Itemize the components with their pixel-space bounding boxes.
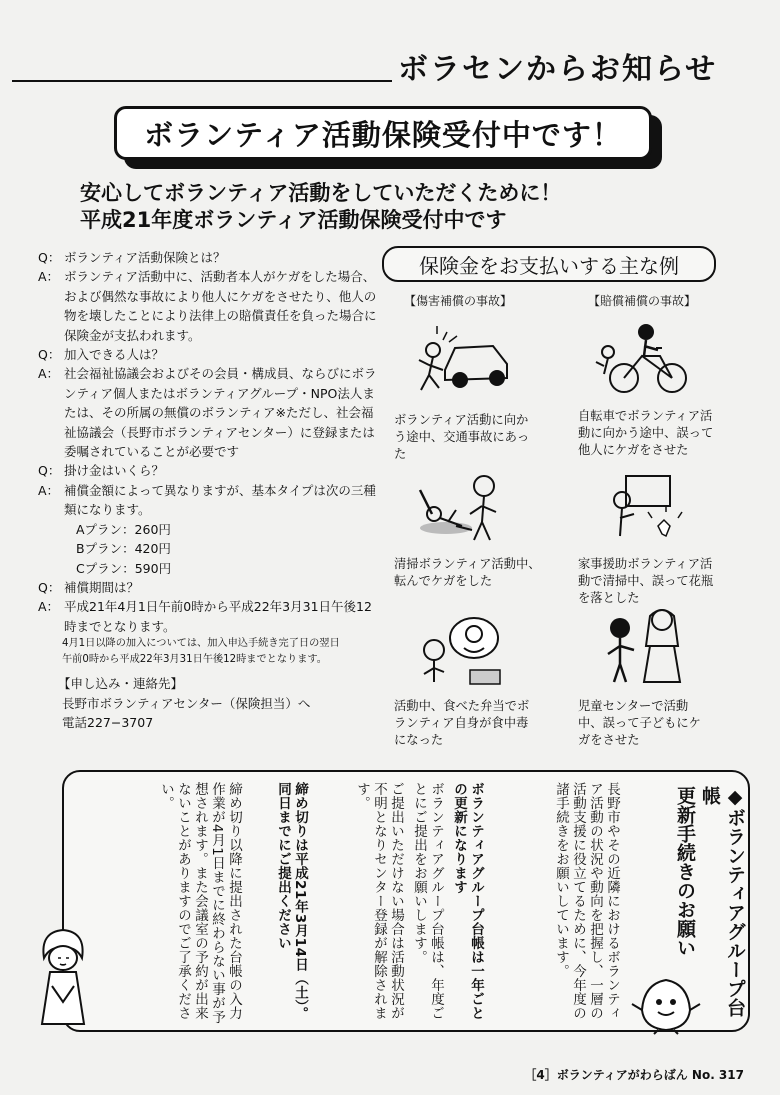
notice-paragraph: ご提出いただけない場合は活動状況が不明となりセンター登録が解除されます。	[354, 782, 404, 1020]
qa-question: Q： 掛け金はいくら？	[38, 463, 165, 479]
car-accident-illustration	[415, 320, 515, 400]
qa-answer: A： ボランティア活動中に、活動者本人がケガをした場合、および偶然な事故により他人にケガをさせたり、他人の物を壊したことにより法律上の賠償責任を負った場合に保険金が支払われます。	[38, 269, 377, 343]
qa-answer: A： 社会福祉協議会およびその会員・構成員、ならびにボランティア個人またはボランティアグループ・NPO法人または、その所属の無償のボランティア※ただし、社会福祉協議会（長野市ボランティアセンター）に登録または委嘱されていることが必要です	[38, 366, 377, 460]
banner-title: ボランティア活動保険受付中です！	[114, 106, 652, 160]
notice-emphasis: ボランティアグループ台帳は一年ごとの更新になります	[451, 782, 484, 1020]
lead-text	[80, 180, 561, 234]
example-caption: 清掃ボランティア活動中、転んでケガをした	[394, 557, 541, 589]
cleaning-fall-illustration	[412, 470, 512, 550]
qa-question: Q： 加入できる人は？	[38, 347, 165, 363]
category-injury: 【傷害補償の事故】	[404, 294, 513, 308]
examples-title: 保険金をお支払いする主な例	[382, 246, 716, 282]
notice-title-line-1: ◆ボランティアグループ台帳	[699, 786, 746, 1017]
child-injury-illustration	[598, 606, 698, 686]
bowing-woman-illustration	[28, 924, 98, 1034]
header-rule	[12, 80, 392, 82]
example-caption: 自転車でボランティア活動に向かう途中、誤って他人にケガをさせた	[578, 409, 714, 458]
example-caption: 児童センターで活動中、誤って子どもにケガをさせた	[578, 699, 701, 748]
lead-line-2: 平成21年度ボランティア活動保険受付中です	[80, 208, 507, 232]
notice-title-line-2: 更新手続きのお願い	[674, 786, 696, 957]
mascot-illustration	[628, 976, 704, 1036]
note-line-1: 4月1日以降の加入については、加入申込手続き完了日の翌日	[62, 638, 340, 650]
plan-b: Bプラン：420円	[76, 541, 171, 557]
notice-paragraph: 締め切り以降に提出された台帳の入力作業が4月1日までに終わらない事が予想されます。また会議室の予約が出来ないことがありますのでご了承ください。	[158, 782, 242, 1025]
contact-heading: 【申し込み・連絡先】	[58, 676, 184, 692]
notice-paragraph: ボランティアグループ台帳は、年度ごとにご提出をお願いします。	[411, 782, 444, 1020]
contact-phone: 電話227−3707	[62, 714, 154, 730]
note-line-2: 午前0時から平成22年3月31日午後12時までとなります。	[62, 654, 327, 666]
notice-deadline: 締め切りは平成21年3月14日（土）。同日までにご提出ください	[275, 782, 308, 1021]
section-title: ボラセンからお知らせ	[398, 52, 718, 87]
plan-c: Cプラン：590円	[76, 560, 172, 576]
example-caption: ボランティア活動に向かう途中、交通事故にあった	[394, 413, 530, 462]
vase-drop-illustration	[596, 470, 696, 550]
qa-question: Q： ボランティア活動保険とは？	[38, 250, 226, 265]
lead-line-1: 安心してボランティア活動をしていただくために！	[80, 181, 562, 205]
bicycle-accident-illustration	[594, 318, 694, 398]
example-caption: 家事援助ボランティア活動で清掃中、誤って花瓶を落とした	[578, 557, 714, 606]
contact-name: 長野市ボランティアセンター（保険担当）へ	[62, 695, 311, 711]
example-caption: 活動中、食べた弁当でボランティア自身が食中毒になった	[394, 699, 530, 748]
food-poisoning-illustration	[412, 612, 512, 692]
page-footer: ［4］ボランティアがわらばん No. 317	[524, 1068, 744, 1082]
qa-answer: A： 補償金額によって異なりますが、基本タイプは次の三種類になります。	[38, 482, 376, 518]
category-liability: 【賠償補償の事故】	[588, 294, 697, 308]
qa-answer: A： 平成21年4月1日午前0時から平成22年3月31日午後12時までとなります。	[38, 599, 372, 634]
plan-a: Aプラン：260円	[76, 521, 171, 537]
qa-section	[38, 248, 378, 732]
notice-paragraph: 長野市やその近隣におけるボランティア活動の状況や動向を把握し、一層の活動支援に役立てるために、今年度の諸手続きをお願いしています。	[553, 782, 620, 1020]
qa-question: Q： 補償期間は？	[38, 579, 140, 595]
